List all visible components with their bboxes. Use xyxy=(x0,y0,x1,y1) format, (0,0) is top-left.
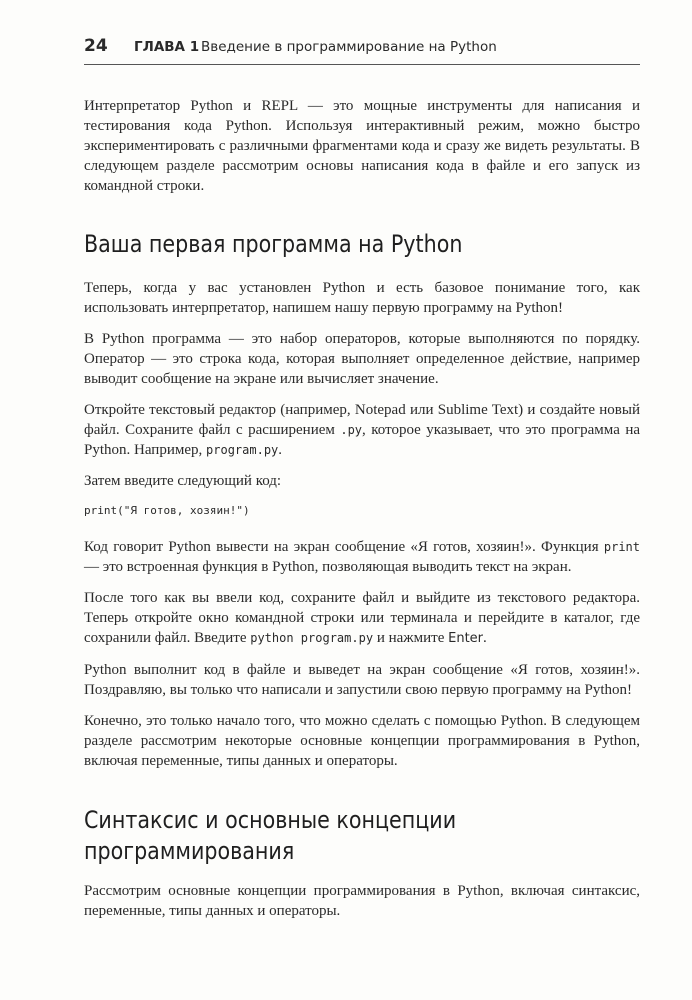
inline-code: print xyxy=(603,540,640,554)
paragraph: Рассмотрим основные концепции программирования в Python, включая синтаксис, переменные, типы данных и операторы. xyxy=(84,883,640,919)
page-number: 24 xyxy=(84,36,108,56)
inline-code: program.py xyxy=(206,443,279,457)
paragraph-text: и нажмите xyxy=(373,630,449,646)
intro-paragraph: Интерпретатор Python и REPL — это мощные инструменты для написания и тестирования кода Python. Используя интерактивный режим, можно быстро экспериментировать с различными фрагментами кода и сразу же видеть результаты. В следующем разделе рассмотрим основы написания кода в файле и его запуск из командной строки. xyxy=(84,98,640,194)
inline-code: .py xyxy=(340,423,363,437)
paragraph-text: Код говорит Python вывести на экран сообщение «Я готов, хозяин!». Функция xyxy=(84,539,604,555)
paragraph-text: . xyxy=(278,442,283,458)
section-heading-first-program: Ваша первая программа на Python xyxy=(84,230,463,258)
paragraph-text: После того как вы ввели код, сохраните файл и выйдите из текстового редактора. Теперь откройте окно командной строки или терминала и перейдите в каталог, где сохранили файл. Введите xyxy=(84,590,640,646)
chapter-title: Введение в программирование на Python xyxy=(201,39,497,55)
paragraph-text: — это встроенная функция в Python, позволяющая выводить текст на экран. xyxy=(84,559,572,575)
paragraph: Python выполнит код в файле и выведет на экран сообщение «Я готов, хозяин!». Поздравляю, вы только что написали и запустили свою первую программу на Python! xyxy=(84,662,640,698)
paragraph: Конечно, это только начало того, что можно сделать с помощью Python. В следующем разделе рассмотрим некоторые основные концепции программирования в Python, включая переменные, типы данных и операторы. xyxy=(84,713,640,769)
paragraph xyxy=(84,588,640,649)
paragraph-text: , которое указывает, что это программа на Python. Например, xyxy=(84,422,641,458)
paragraph-text: Откройте текстовый редактор (например, Notepad или Sublime Text) и создайте новый файл. Сохраните файл с расширением xyxy=(84,402,640,438)
chapter-label: ГЛАВА 1 xyxy=(134,39,200,55)
page-body xyxy=(84,96,640,932)
section-heading-syntax: Синтаксис и основные концепции программирования xyxy=(84,806,457,865)
key-name: Enter xyxy=(448,631,484,646)
inline-code: python program.py xyxy=(250,631,374,645)
paragraph: Затем введите следующий код: xyxy=(84,473,282,489)
running-header xyxy=(84,30,640,65)
paragraph-text: . xyxy=(483,630,487,646)
paragraph xyxy=(84,400,640,460)
code-block: print("Я готов, хозяин!") xyxy=(84,504,250,517)
paragraph: Теперь, когда у вас установлен Python и есть базовое понимание того, как использовать интерпретатор, напишем нашу первую программу на Python! xyxy=(84,280,640,316)
paragraph xyxy=(84,537,640,577)
paragraph: В Python программа — это набор операторов, которые выполняются по порядку. Оператор — это строка кода, которая выполняет определенное действие, например выводит сообщение на экране или вычисляет значение. xyxy=(84,331,640,387)
